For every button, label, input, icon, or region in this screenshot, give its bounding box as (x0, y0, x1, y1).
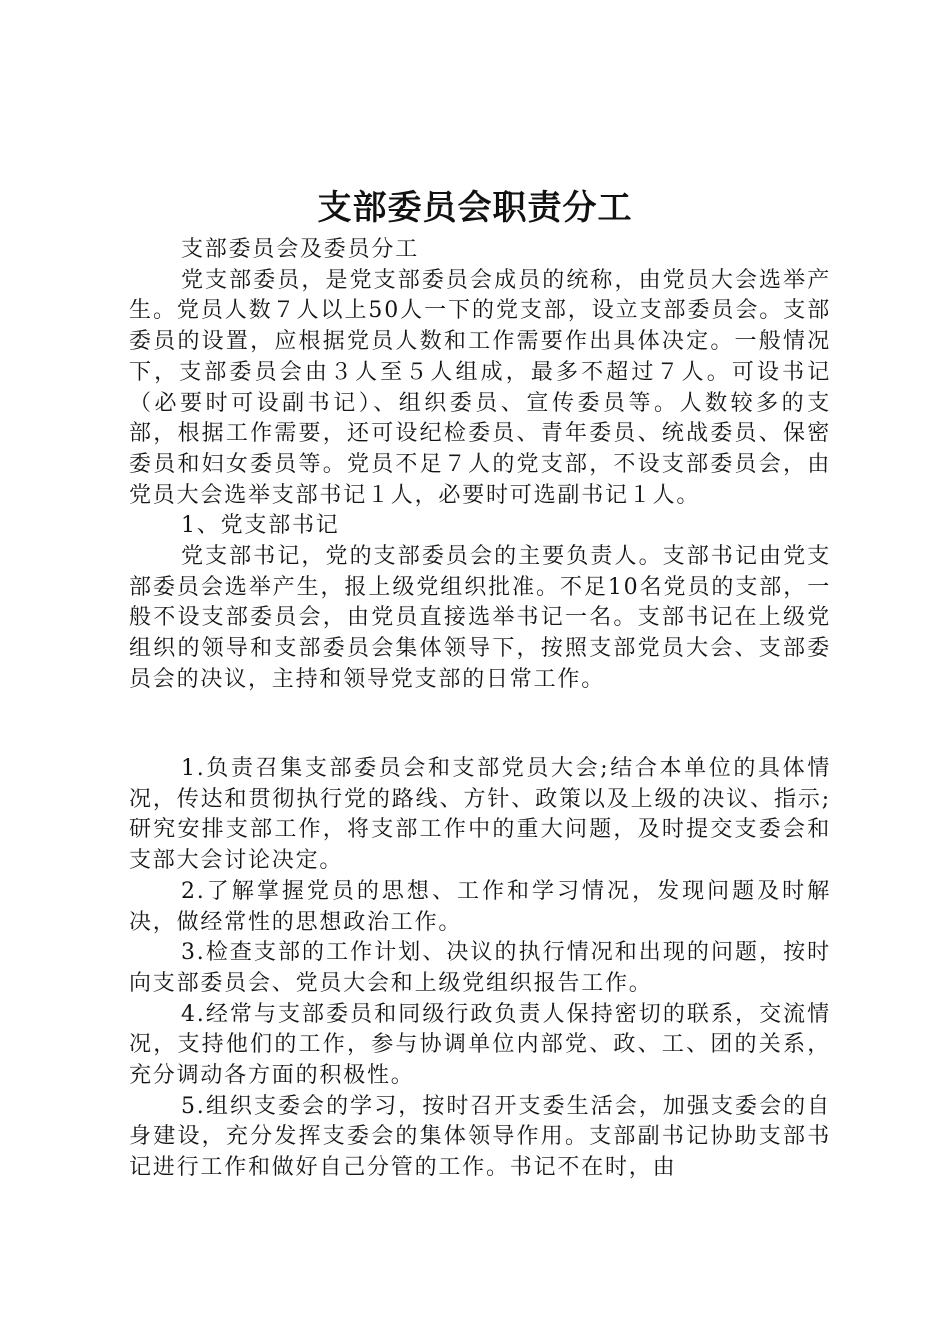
duties-section (129, 754, 831, 1184)
duty-item: 5.组织支委会的学习，按时召开支委生活会，加强支委会的自身建设，充分发挥支委会的集体领导作用。支部副书记协助支部书记进行工作和做好自己分管的工作。书记不在时，由 (129, 1093, 831, 1181)
secretary-paragraph: 党支部书记，党的支部委员会的主要负责人。支部书记由党支部委员会选举产生，报上级党组织批准。不足10名党员的支部，一般不设支部委员会，由党员直接选举书记一名。支部书记在上级党组织的领导和支部委员会集体领导下，按照支部党员大会、支部委员会的决议，主持和领导党支部的日常工作。 (129, 544, 831, 692)
duty-item: 3.检查支部的工作计划、决议的执行情况和出现的问题，按时向支部委员会、党员大会和上级党组织报告工作。 (129, 940, 831, 996)
duty-item: 1.负责召集支部委员会和支部党员大会;结合本单位的具体情况，传达和贯彻执行党的路线、方针、政策以及上级的决议、指示;研究安排支部工作，将支部工作中的重大问题，及时提交支委会和支部大会讨论决定。 (129, 756, 831, 874)
document-title: 支部委员会职责分工 (317, 188, 633, 228)
section-heading: 支部委员会及委员分工 (181, 237, 420, 262)
duty-item: 4.经常与支部委员和同级行政负责人保持密切的联系，交流情况，支持他们的工作，参与协调单位内部党、政、工、团的关系，充分调动各方面的积极性。 (129, 1001, 831, 1089)
intro-section (129, 235, 831, 696)
secretary-heading: 1、党支部书记 (181, 513, 340, 539)
duty-item: 2.了解掌握党员的思想、工作和学习情况，发现问题及时解决，做经常性的思想政治工作。 (129, 878, 831, 935)
intro-paragraph: 党支部委员，是党支部委员会成员的统称，由党员大会选举产生。党员人数７人以上50人一下的党支部，设立支部委员会。支部委员的设置，应根据党员人数和工作需要作出具体决定。一般情况下，支部委员会由３人至５人组成，最多不超过７人。可设书记（必要时可设副书记）、组织委员、宣传委员等。人数较多的支部，根据工作需要，还可设纪检委员、青年委员、统战委员、保密委员和妇女委员等。党员不足７人的党支部，不设支部委员会，由党员大会选举支部书记１人，必要时可选副书记１人。 (129, 267, 831, 508)
